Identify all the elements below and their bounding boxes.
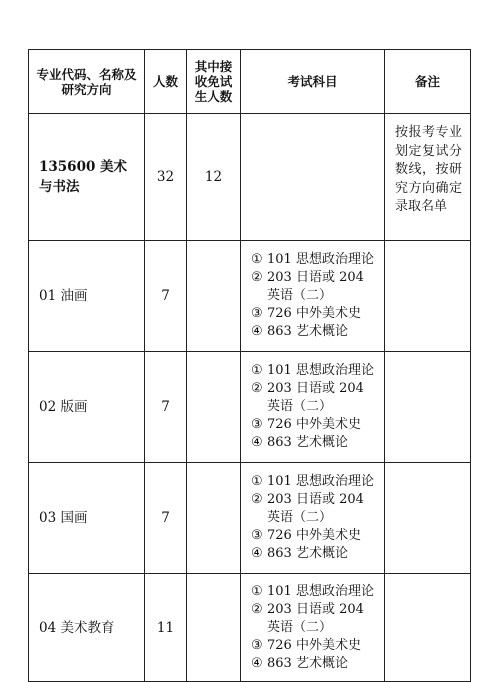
- subject-text: 203 日语或 204 英语（二）: [267, 381, 364, 414]
- exam-subject-item: [251, 601, 378, 637]
- direction-remark-cell: [385, 574, 471, 682]
- direction-exempt-cell: [187, 241, 241, 352]
- direction-row: [29, 463, 471, 574]
- subject-text: 203 日语或 204 英语（二）: [267, 270, 364, 303]
- subject-number-mark: ②: [251, 270, 263, 285]
- direction-subjects-cell: [241, 463, 385, 574]
- direction-remark-cell: [385, 352, 471, 463]
- subject-text: 203 日语或 204 英语（二）: [267, 492, 364, 525]
- exam-subject-item: [251, 323, 378, 341]
- direction-remark-cell: [385, 241, 471, 352]
- direction-count: 11: [145, 574, 187, 682]
- subject-number-mark: ②: [251, 381, 263, 396]
- exam-subject-item: [251, 527, 378, 545]
- exam-subject-item: [251, 473, 378, 491]
- admission-table-container: [28, 49, 470, 682]
- exam-subject-item: [251, 380, 378, 416]
- subject-number-mark: ②: [251, 601, 263, 617]
- exam-subject-item: [251, 434, 378, 452]
- exam-subject-item: [251, 251, 378, 269]
- exam-subject-list: [241, 251, 384, 341]
- header-remark: 备注: [385, 50, 471, 114]
- exam-subject-list: [241, 583, 384, 673]
- direction-name: 01 油画: [29, 241, 145, 352]
- exam-subject-list: [241, 362, 384, 452]
- major-exempt: 12: [187, 114, 241, 241]
- exam-subject-item: [251, 583, 378, 601]
- subject-text: 101 思想政治理论: [267, 252, 374, 267]
- subject-number-mark: ③: [251, 637, 263, 653]
- major-row: [29, 114, 471, 241]
- direction-name: 04 美术教育: [29, 574, 145, 682]
- header-exempt: 其中接收免试生人数: [187, 50, 241, 114]
- major-count: 32: [145, 114, 187, 241]
- subject-text: 101 思想政治理论: [267, 363, 374, 378]
- direction-name: 02 版画: [29, 352, 145, 463]
- admission-table: [28, 49, 471, 682]
- exam-subject-item: [251, 655, 378, 673]
- direction-count: 7: [145, 352, 187, 463]
- subject-number-mark: ③: [251, 306, 263, 321]
- subject-number-mark: ④: [251, 655, 263, 671]
- exam-subject-item: [251, 416, 378, 434]
- subject-number-mark: ①: [251, 474, 263, 489]
- subject-number-mark: ①: [251, 363, 263, 378]
- exam-subject-item: [251, 269, 378, 305]
- subject-text: 101 思想政治理论: [267, 474, 374, 489]
- subject-text: 726 中外美术史: [267, 637, 361, 653]
- exam-subject-list: [241, 473, 384, 563]
- subject-text: 726 中外美术史: [267, 306, 361, 321]
- direction-subjects-cell: [241, 241, 385, 352]
- direction-count: 7: [145, 463, 187, 574]
- subject-number-mark: ④: [251, 435, 263, 450]
- direction-subjects-cell: [241, 352, 385, 463]
- direction-row: [29, 241, 471, 352]
- subject-number-mark: ②: [251, 492, 263, 507]
- header-count: 人数: [145, 50, 187, 114]
- subject-number-mark: ①: [251, 252, 263, 267]
- subject-number-mark: ④: [251, 546, 263, 561]
- header-major: 专业代码、名称及研究方向: [29, 50, 145, 114]
- subject-number-mark: ③: [251, 528, 263, 543]
- direction-exempt-cell: [187, 574, 241, 682]
- major-subjects-cell: [241, 114, 385, 241]
- exam-subject-item: [251, 637, 378, 655]
- subject-text: 863 艺术概论: [267, 655, 348, 671]
- subject-text: 863 艺术概论: [267, 324, 348, 339]
- direction-name: 03 国画: [29, 463, 145, 574]
- direction-exempt-cell: [187, 352, 241, 463]
- header-subjects: 考试科目: [241, 50, 385, 114]
- subject-text: 101 思想政治理论: [267, 583, 374, 599]
- major-name: 135600 美术与书法: [29, 114, 145, 241]
- subject-text: 863 艺术概论: [267, 435, 348, 450]
- exam-subject-item: [251, 305, 378, 323]
- subject-text: 863 艺术概论: [267, 546, 348, 561]
- direction-subjects-cell: [241, 574, 385, 682]
- subject-number-mark: ③: [251, 417, 263, 432]
- exam-subject-item: [251, 491, 378, 527]
- exam-subject-item: [251, 545, 378, 563]
- direction-row: [29, 574, 471, 682]
- subject-text: 203 日语或 204 英语（二）: [267, 601, 364, 635]
- major-remark: 按报考专业划定复试分数线，按研究方向确定录取名单: [385, 114, 471, 241]
- subject-number-mark: ④: [251, 324, 263, 339]
- exam-subject-item: [251, 362, 378, 380]
- subject-text: 726 中外美术史: [267, 417, 361, 432]
- subject-text: 726 中外美术史: [267, 528, 361, 543]
- subject-number-mark: ①: [251, 583, 263, 599]
- table-header-row: [29, 50, 471, 114]
- direction-exempt-cell: [187, 463, 241, 574]
- direction-row: [29, 352, 471, 463]
- direction-count: 7: [145, 241, 187, 352]
- direction-remark-cell: [385, 463, 471, 574]
